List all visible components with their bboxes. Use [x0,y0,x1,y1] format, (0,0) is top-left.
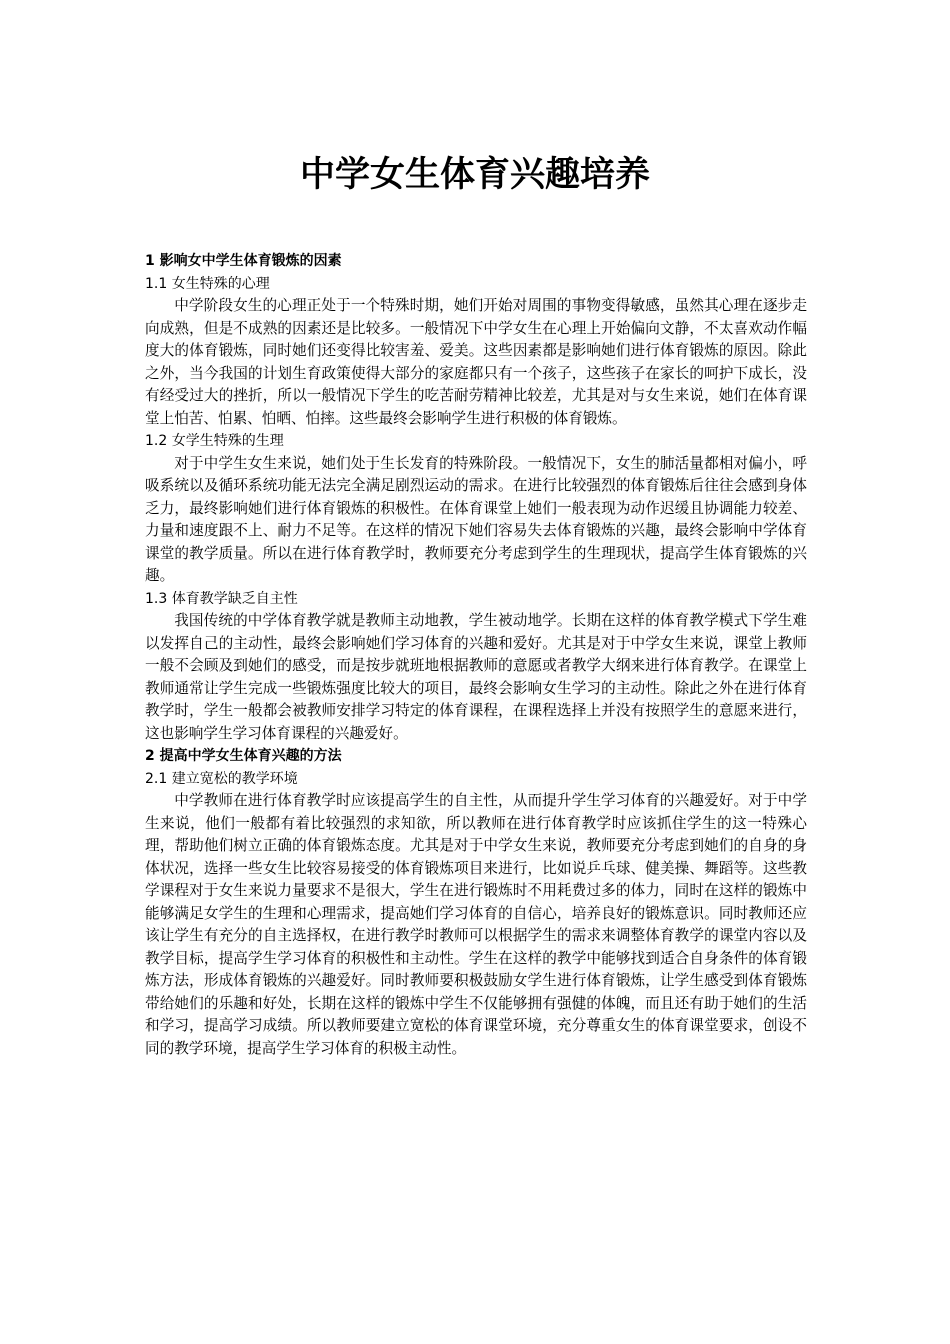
section-heading-2: 2 提高中学女生体育兴趣的方法 [145,748,342,764]
paragraph-2-1: 中学教师在进行体育教学时应该提高学生的自主性，从而提升学生学习体育的兴趣爱好。对于中学生来说，他们一般都有着比较强烈的求知欲，所以教师在进行体育教学时应该抓住学生的这一特殊心理，帮助他们树立正确的体育锻炼态度。尤其是对于中学女生来说，教师要充分考虑到她们的自身的身体状况，选择一些女生比较容易接受的体育锻炼项目来进行，比如说乒乓球、健美操、舞蹈等。这些教学课程对于女生来说力量要求不是很大，学生在进行锻炼时不用耗费过多的体力，同时在这样的锻炼中能够满足女学生的生理和心理需求，提高她们学习体育的自信心，培养良好的锻炼意识。同时教师还应该让学生有充分的自主选择权，在进行教学时教师可以根据学生的需求来调整体育教学的课堂内容以及教学目标，提高学生学习体育的积极性和主动性。学生在这样的教学中能够找到适合自身条件的体育锻炼方法，形成体育锻炼的兴趣爱好。同时教师要积极鼓励女学生进行体育锻炼，让学生感受到体育锻炼带给她们的乐趣和好处，长期在这样的锻炼中学生不仅能够拥有强健的体魄，而且还有助于她们的生活和学习，提高学习成绩。所以教师要建立宽松的体育课堂环境，充分尊重女生的体育课堂要求，创设不同的教学环境，提高学生学习体育的积极主动性。 [145,792,807,1057]
subsection-heading-1-3: 1.3 体育教学缺乏自主性 [145,590,298,607]
document-title: 中学女生体育兴趣培养 [299,155,650,195]
paragraph-1-1: 中学阶段女生的心理正处于一个特殊时期，她们开始对周围的事物变得敏感，虽然其心理在逐步走向成熟，但是不成熟的因素还是比较多。一般情况下中学女生在心理上开始偏向文静，不太喜欢动作幅度大的体育锻炼，同时她们还变得比较害羞、爱美。这些因素都是影响她们进行体育锻炼的原因。除此之外，当今我国的计划生育政策使得大部分的家庭都只有一个孩子，这些孩子在家长的呵护下成长，没有经受过大的挫折，所以一般情况下学生的吃苦耐劳精神比较差，尤其是对与女生来说，她们在体育课堂上怕苦、怕累、怕晒、怕摔。这些最终会影响学生进行积极的体育锻炼。 [145,297,807,427]
subsection-heading-1-1: 1.1 女生特殊的心理 [145,275,270,292]
paragraph-1-3: 我国传统的中学体育教学就是教师主动地教，学生被动地学。长期在这样的体育教学模式下学生难以发挥自己的主动性，最终会影响她们学习体育的兴趣和爱好。尤其是对于中学女生来说，课堂上教师一般不会顾及到她们的感受，而是按步就班地根据教师的意愿或者教学大纲来进行体育教学。在课堂上教师通常让学生完成一些锻炼强度比较大的项目，最终会影响女生学习的主动性。除此之外在进行体育教学时，学生一般都会被教师安排学习特定的体育课程，在课程选择上并没有按照学生的意愿来进行，这也影响学生学习体育课程的兴趣爱好。 [145,612,807,742]
subsection-heading-2-1: 2.1 建立宽松的教学环境 [145,770,298,787]
subsection-heading-1-2: 1.2 女学生特殊的生理 [145,433,284,449]
paragraph-1-2: 对于中学生女生来说，她们处于生长发育的特殊阶段。一般情况下，女生的肺活量都相对偏小，呼吸系统以及循环系统功能无法完全满足剧烈运动的需求。在进行比较强烈的体育锻炼后往往会感到身体乏力，最终影响她们进行体育锻炼的积极性。在体育课堂上她们一般表现为动作迟缓且协调能力较差、力量和速度跟不上、耐力不足等。在这样的情况下她们容易失去体育锻炼的兴趣，最终会影响中学体育课堂的教学质量。所以在进行体育教学时，教师要充分考虑到学生的生理现状，提高学生体育锻炼的兴趣。 [145,454,807,584]
section-heading-1: 1 影响女中学生体育锻炼的因素 [145,253,342,269]
document-body [145,250,807,1060]
